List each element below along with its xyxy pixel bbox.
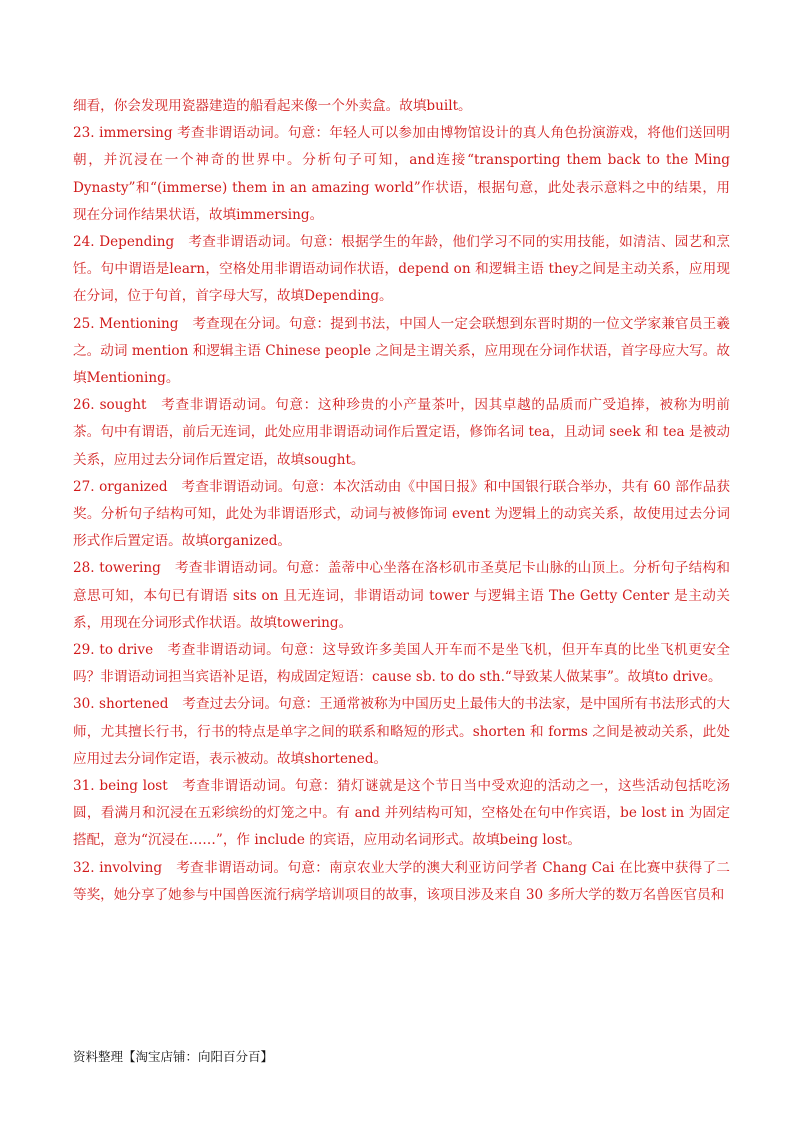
paragraph-27: 27. organized 考查非谓语动词。句意：本次活动由《中国日报》和中国银行联合举办，共有 60 部作品获奖。分析句子结构可知，此处为非谓语形式，动词与被修饰词 event 为逻辑上的动宾关系，故使用过去分词形式作后置定语。故填organized。: [73, 478, 730, 550]
paragraph-26: 26. sought 考查非谓语动词。句意：这种珍贵的小产量茶叶，因其卓越的品质而广受追捧，被称为明前茶。句中有谓语，前后无连词，此处应用非谓语动词作后置定语，修饰名词 tea，且动词 seek 和 tea 是被动关系，应用过去分词作后置定语，故填sought。: [73, 397, 730, 468]
paragraph-continuation: 细看，你会发现用瓷器建造的船看起来像一个外卖盒。故填built。: [73, 98, 472, 114]
paragraph-23: 23. immersing 考查非谓语动词。句意：年轻人可以参加由博物馆设计的真人角色扮演游戏，将他们送回明朝，并沉浸在一个神奇的世界中。分析句子可知，and连接“transporting them back to the Ming Dynasty”和“(immerse) them in an amazing world”作状语，根据句意，此处表示意料之中的结果，用现在分词作结果状语，故填immersing。: [73, 125, 730, 223]
paragraph-24: 24. Depending 考查非谓语动词。句意：根据学生的年龄，他们学习不同的实用技能，如清洁、园艺和烹饪。句中谓语是learn，空格处用非谓语动词作状语，depend on 和逻辑主语 they之间是主动关系，应用现在分词，位于句首，首字母大写，故填Depending。: [73, 234, 730, 305]
paragraph-31: 31. being lost 考查非谓语动词。句意：猜灯谜就是这个节日当中受欢迎的活动之一，这些活动包括吃汤圆，看满月和沉浸在五彩缤纷的灯笼之中。有 and 并列结构可知，空格处在句中作宾语，be lost in 为固定搭配，意为“沉浸在……”，作 include 的宾语，应用动名词形式。故填being lost。: [73, 778, 730, 849]
page-footer: 资料整理【淘宝店铺：向阳百分百】: [73, 1049, 274, 1064]
paragraph-32: 32. involving 考查非谓语动词。句意：南京农业大学的澳大利亚访问学者 Chang Cai 在比赛中获得了二等奖，她分享了她参与中国兽医流行病学培训项目的故事，该项目涉及来自 30 多所大学的数万名兽医官员和: [73, 859, 730, 903]
answer-explanations: [73, 93, 730, 909]
paragraph-25: 25. Mentioning 考查现在分词。句意：提到书法，中国人一定会联想到东晋时期的一位文学家兼官员王羲之。动词 mention 和逻辑主语 Chinese people 之间是主谓关系，应用现在分词作状语，首字母应大写。故填Mentioning。: [73, 315, 730, 387]
paragraph-28: 28. towering 考查非谓语动词。句意：盖蒂中心坐落在洛杉矶市圣莫尼卡山脉的山顶上。分析句子结构和意思可知，本句已有谓语 sits on 且无连词，非谓语动词 tower 与逻辑主语 The Getty Center 是主动关系，用现在分词形式作状语。故填towering。: [73, 560, 730, 631]
paragraph-30: 30. shortened 考查过去分词。句意：王通常被称为中国历史上最伟大的书法家，是中国所有书法形式的大师，尤其擅长行书，行书的特点是单字之间的联系和略短的形式。shorten 和 forms 之间是被动关系，此处应用过去分词作定语，表示被动。故填shortened。: [73, 696, 730, 767]
paragraph-29: 29. to drive 考查非谓语动词。句意：这导致许多美国人开车而不是坐飞机，但开车真的比坐飞机更安全吗？非谓语动词担当宾语补足语，构成固定短语：cause sb. to do sth.“导致某人做某事”。故填to drive。: [73, 642, 730, 686]
